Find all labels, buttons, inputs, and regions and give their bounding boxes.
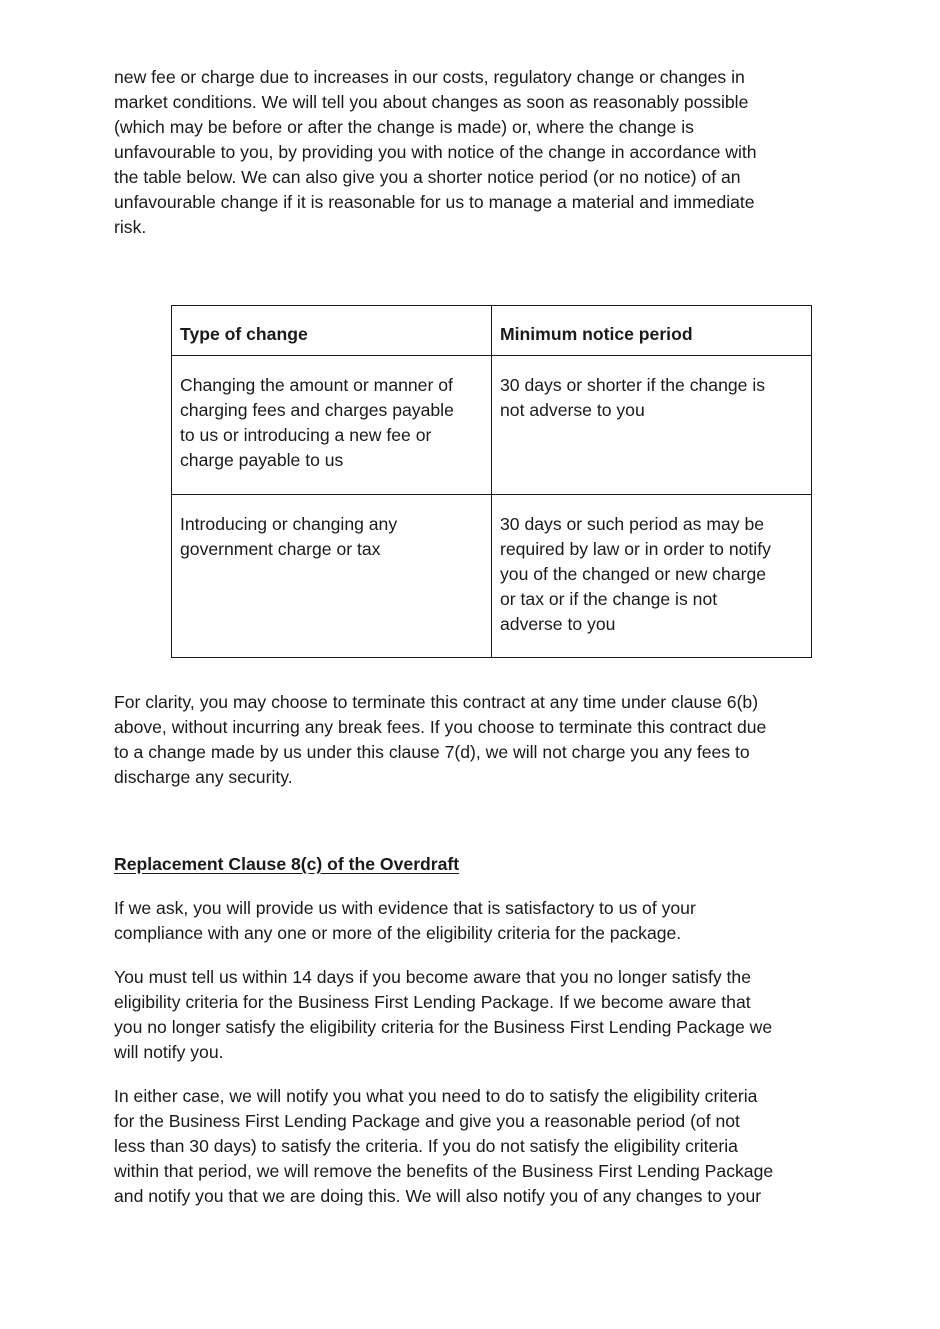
paragraph-line: for the Business First Lending Package and give you a reasonable period (of not: [114, 1111, 740, 1131]
notice-period-table: [171, 305, 812, 658]
paragraph-line: (which may be before or after the change is made) or, where the change is: [114, 117, 694, 137]
table-header-row: [172, 306, 812, 356]
cell-line: adverse to you: [500, 614, 616, 634]
cell-line: charging fees and charges payable: [180, 400, 454, 420]
paragraph-line: risk.: [114, 217, 147, 237]
clarity-paragraph: [114, 690, 832, 790]
cell-line: or tax or if the change is not: [500, 589, 718, 609]
header-type-of-change: Type of change: [172, 306, 492, 356]
paragraph-line: In either case, we will notify you what you need to do to satisfy the eligibility criteria: [114, 1086, 758, 1106]
paragraph-line: new fee or charge due to increases in our costs, regulatory change or changes in: [114, 67, 745, 87]
paragraph-line: the table below. We can also give you a shorter notice period (or no notice) of an: [114, 167, 741, 187]
cell-line: you of the changed or new charge: [500, 564, 767, 584]
table-row: [172, 495, 812, 658]
type-of-change-cell: [172, 495, 492, 658]
cell-line: government charge or tax: [180, 539, 381, 559]
cell-line: charge payable to us: [180, 450, 344, 470]
notice-period-cell: [492, 356, 812, 495]
cell-line: 30 days or such period as may be: [500, 514, 765, 534]
notice-period-cell: [492, 495, 812, 658]
eligibility-notice-paragraph: [114, 965, 832, 1065]
evidence-paragraph: [114, 896, 832, 946]
paragraph-line: You must tell us within 14 days if you become aware that you no longer satisfy the: [114, 967, 751, 987]
paragraph-line: unfavourable to you, by providing you with notice of the change in accordance with: [114, 142, 757, 162]
paragraph-line: unfavourable change if it is reasonable for us to manage a material and immediate: [114, 192, 755, 212]
table-row: [172, 356, 812, 495]
paragraph-line: If we ask, you will provide us with evidence that is satisfactory to us of your: [114, 898, 696, 918]
intro-paragraph: [114, 65, 832, 240]
cell-line: 30 days or shorter if the change is: [500, 375, 766, 395]
cell-line: not adverse to you: [500, 400, 645, 420]
paragraph-line: For clarity, you may choose to terminate this contract at any time under clause 6(b): [114, 692, 759, 712]
paragraph-line: within that period, we will remove the benefits of the Business First Lending Package: [114, 1161, 774, 1181]
cell-line: to us or introducing a new fee or: [180, 425, 432, 445]
cell-line: Changing the amount or manner of: [180, 375, 453, 395]
section-heading: Replacement Clause 8(c) of the Overdraft: [114, 854, 460, 874]
paragraph-line: market conditions. We will tell you about changes as soon as reasonably possible: [114, 92, 749, 112]
paragraph-line: less than 30 days) to satisfy the criteria. If you do not satisfy the eligibility criteria: [114, 1136, 738, 1156]
paragraph-line: above, without incurring any break fees. If you choose to terminate this contract due: [114, 717, 767, 737]
type-of-change-cell: [172, 356, 492, 495]
paragraph-line: to a change made by us under this clause 7(d), we will not charge you any fees to: [114, 742, 750, 762]
paragraph-line: will notify you.: [114, 1042, 224, 1062]
header-minimum-notice-period: Minimum notice period: [492, 306, 812, 356]
remedy-paragraph: [114, 1084, 832, 1209]
cell-line: Introducing or changing any: [180, 514, 398, 534]
cell-line: required by law or in order to notify: [500, 539, 771, 559]
paragraph-line: discharge any security.: [114, 767, 293, 787]
paragraph-line: compliance with any one or more of the eligibility criteria for the package.: [114, 923, 682, 943]
paragraph-line: eligibility criteria for the Business First Lending Package. If we become aware that: [114, 992, 751, 1012]
paragraph-line: and notify you that we are doing this. We will also notify you of any changes to your: [114, 1186, 762, 1206]
paragraph-line: you no longer satisfy the eligibility criteria for the Business First Lending Package we: [114, 1017, 773, 1037]
